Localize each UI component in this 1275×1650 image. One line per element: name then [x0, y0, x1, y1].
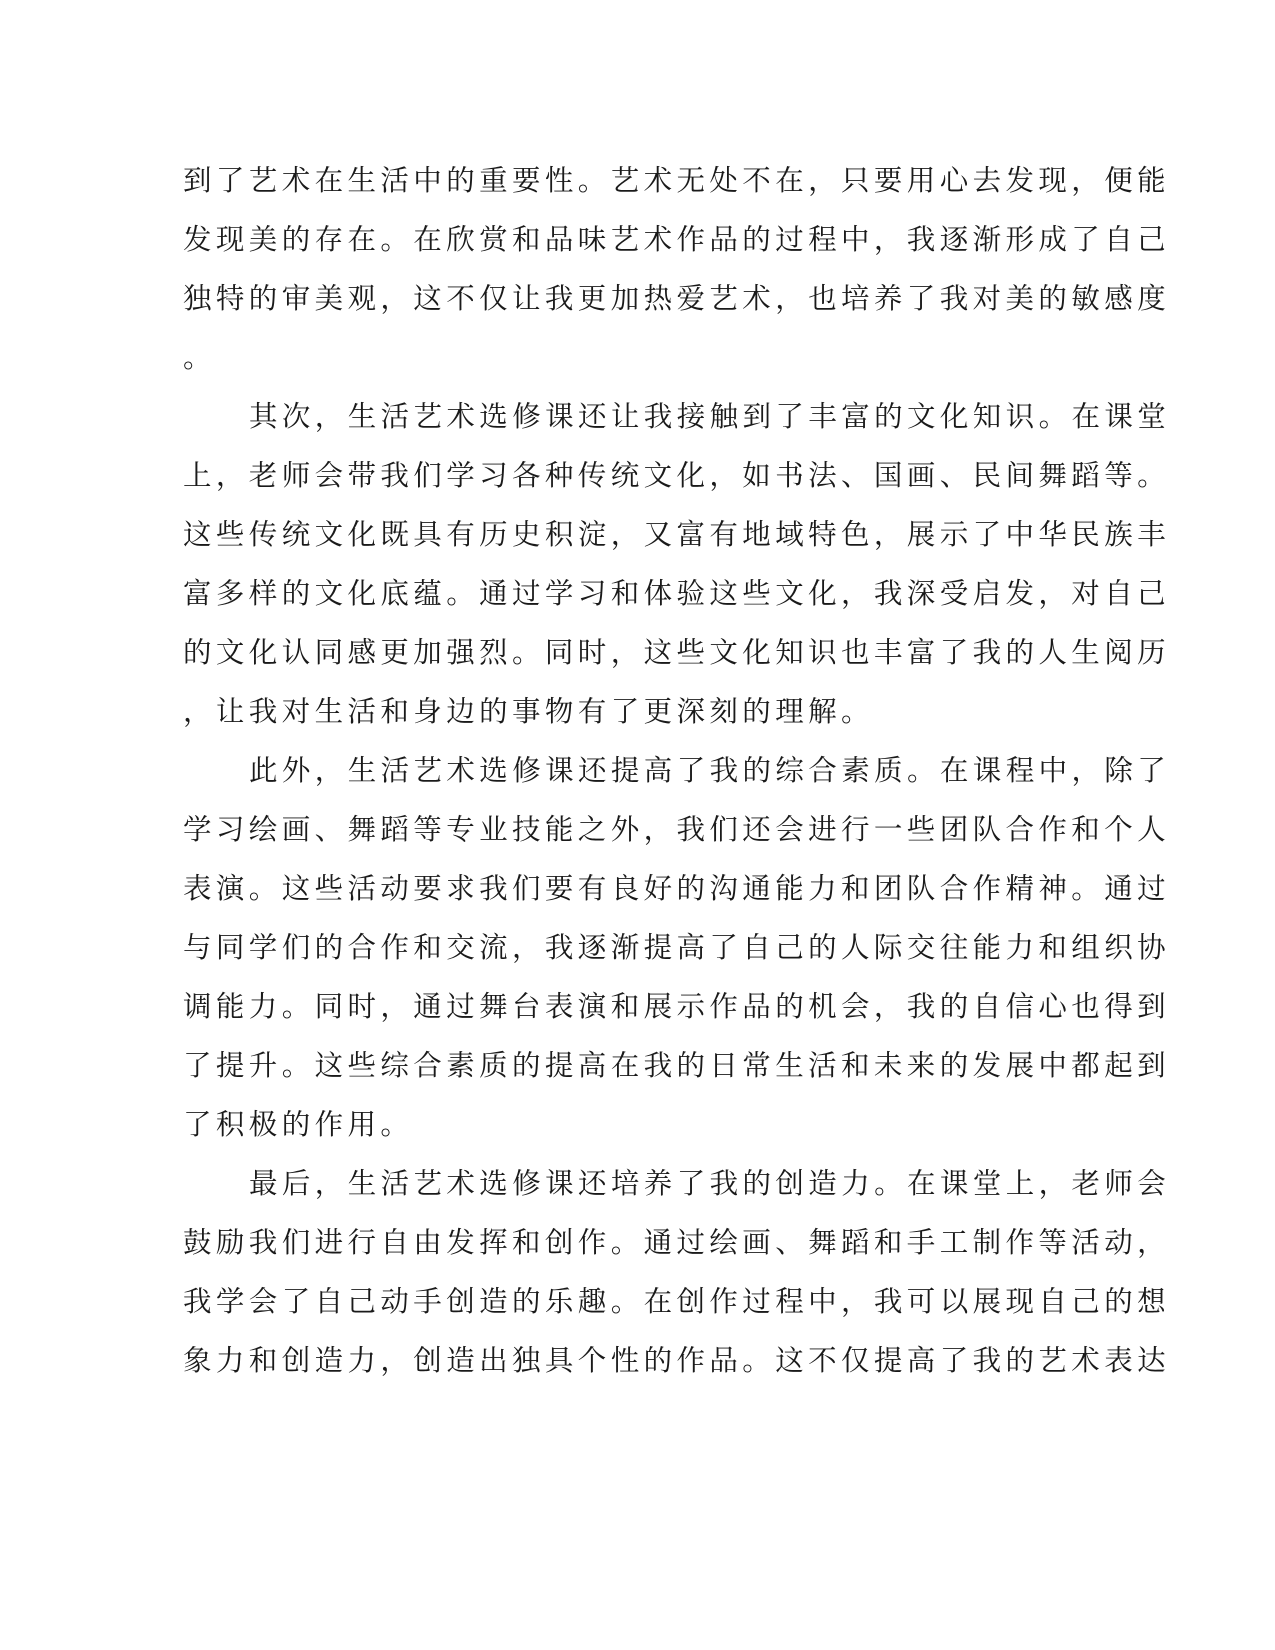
text-line: 发现美的存在。在欣赏和品味艺术作品的过程中，我逐渐形成了自己: [183, 223, 1171, 256]
text-line: ，让我对生活和身边的事物有了更深刻的理解。: [183, 695, 874, 728]
text-line: 象力和创造力，创造出独具个性的作品。这不仅提高了我的艺术表达: [183, 1344, 1171, 1377]
text-line: 的文化认同感更加强烈。同时，这些文化知识也丰富了我的人生阅历: [183, 636, 1171, 669]
text-line: 我学会了自己动手创造的乐趣。在创作过程中，我可以展现自己的想: [183, 1285, 1171, 1318]
text-line: 鼓励我们进行自由发挥和创作。通过绘画、舞蹈和手工制作等活动，: [183, 1226, 1171, 1259]
text-line: 这些传统文化既具有历史积淀，又富有地域特色，展示了中华民族丰: [183, 518, 1171, 551]
text-line: 了积极的作用。: [183, 1108, 414, 1141]
text-line: 学习绘画、舞蹈等专业技能之外，我们还会进行一些团队合作和个人: [183, 813, 1171, 846]
text-line: 调能力。同时，通过舞台表演和展示作品的机会，我的自信心也得到: [183, 990, 1171, 1023]
text-line: 了提升。这些综合素质的提高在我的日常生活和未来的发展中都起到: [183, 1049, 1171, 1082]
text-line: 表演。这些活动要求我们要有良好的沟通能力和团队合作精神。通过: [183, 872, 1171, 905]
text-line: 上，老师会带我们学习各种传统文化，如书法、国画、民间舞蹈等。: [183, 459, 1171, 492]
paragraph-first-line: 最后，生活艺术选修课还培养了我的创造力。在课堂上，老师会: [249, 1167, 1171, 1200]
text-line: 独特的审美观，这不仅让我更加热爱艺术，也培养了我对美的敏感度: [183, 282, 1171, 315]
paragraph-first-line: 其次，生活艺术选修课还让我接触到了丰富的文化知识。在课堂: [249, 400, 1171, 433]
text-line: 。: [183, 341, 216, 374]
text-line: 与同学们的合作和交流，我逐渐提高了自己的人际交往能力和组织协: [183, 931, 1171, 964]
text-line: 到了艺术在生活中的重要性。艺术无处不在，只要用心去发现，便能: [183, 164, 1171, 197]
text-line: 富多样的文化底蕴。通过学习和体验这些文化，我深受启发，对自己: [183, 577, 1171, 610]
paragraph-first-line: 此外，生活艺术选修课还提高了我的综合素质。在课程中，除了: [249, 754, 1171, 787]
